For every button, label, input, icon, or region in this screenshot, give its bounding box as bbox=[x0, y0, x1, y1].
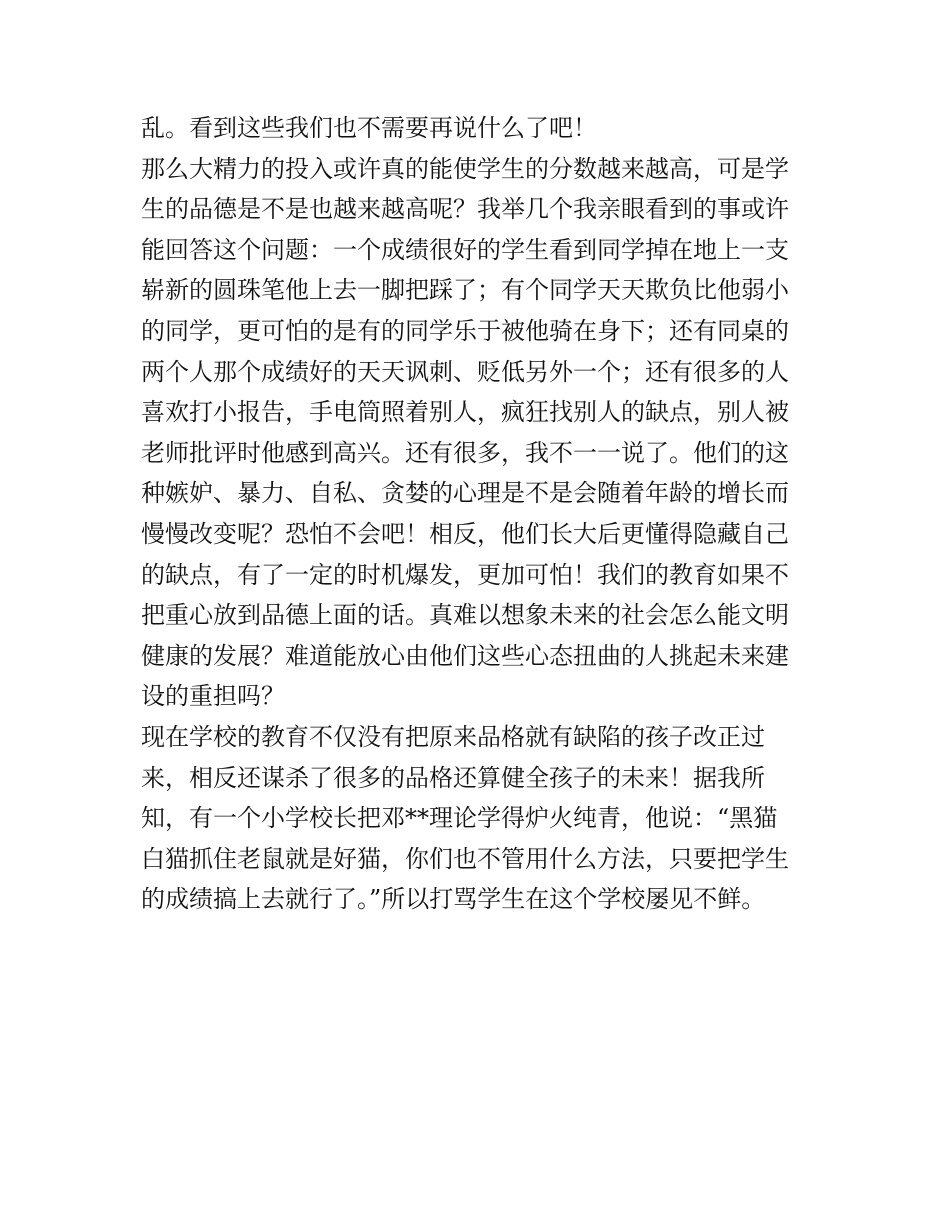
text-line: 种嫉妒、暴力、自私、贪婪的心理是不是会随着年龄的增长而 bbox=[141, 479, 789, 508]
text-line: 的缺点，有了一定的时机爆发，更加可怕！我们的教育如果不 bbox=[141, 560, 789, 589]
text-line: 慢慢改变呢？恐怕不会吧！相反，他们长大后更懂得隐藏自己 bbox=[141, 519, 789, 548]
body-text bbox=[141, 108, 821, 920]
text-line: 设的重担吗？ bbox=[141, 682, 285, 711]
text-line: 健康的发展？难道能放心由他们这些心态扭曲的人挑起未来建 bbox=[141, 641, 789, 670]
text-line: 乱。看到这些我们也不需要再说什么了吧！ bbox=[141, 114, 597, 142]
text-line: 喜欢打小报告，手电筒照着别人，疯狂找别人的缺点，别人被 bbox=[141, 398, 789, 427]
text-line: 崭新的圆珠笔他上去一脚把踩了；有个同学天天欺负比他弱小 bbox=[141, 276, 789, 305]
text-line: 能回答这个问题：一个成绩很好的学生看到同学掉在地上一支 bbox=[141, 235, 789, 264]
text-line: 两个人那个成绩好的天天讽刺、贬低另外一个；还有很多的人 bbox=[141, 357, 789, 386]
text-line: 来，相反还谋杀了很多的品格还算健全孩子的未来！据我所 bbox=[141, 763, 765, 792]
text-line: 把重心放到品德上面的话。真难以想象未来的社会怎么能文明 bbox=[141, 601, 789, 630]
text-line: 生的品德是不是也越来越高呢？我举几个我亲眼看到的事或许 bbox=[141, 195, 789, 224]
text-line: 白猫抓住老鼠就是好猫，你们也不管用什么方法，只要把学生 bbox=[141, 844, 789, 873]
text-line: 的成绩搞上去就行了。”所以打骂学生在这个学校屡见不鲜。 bbox=[141, 885, 766, 914]
text-line: 那么大精力的投入或许真的能使学生的分数越来越高，可是学 bbox=[141, 154, 789, 183]
text-line: 的同学，更可怕的是有的同学乐于被他骑在身下；还有同桌的 bbox=[141, 316, 789, 345]
text-line: 知，有一个小学校长把邓**理论学得炉火纯青，他说：“黑猫 bbox=[141, 804, 778, 833]
text-line: 现在学校的教育不仅没有把原来品格就有缺陷的孩子改正过 bbox=[141, 722, 765, 751]
text-line: 老师批评时他感到高兴。还有很多，我不一一说了。他们的这 bbox=[141, 438, 789, 467]
